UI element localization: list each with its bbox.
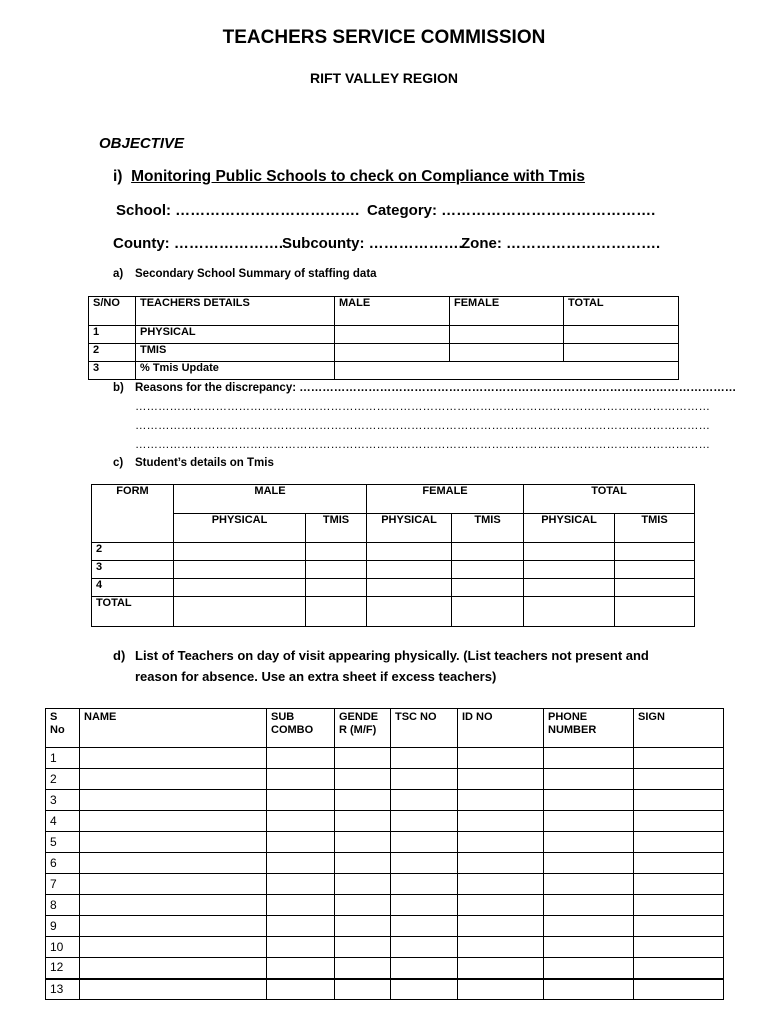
objective-item-text: Monitoring Public Schools to check on Compliance with Tmis	[131, 168, 585, 185]
section-d-title-line1: List of Teachers on day of visit appearing physically. (List teachers not present and	[135, 648, 649, 663]
header-form: FORM	[92, 485, 174, 543]
name-cell[interactable]	[80, 937, 267, 958]
tsc-no-cell[interactable]	[391, 790, 458, 811]
sign-cell[interactable]	[634, 769, 724, 790]
count-cell[interactable]	[174, 597, 306, 627]
header-line: GENDE	[339, 711, 379, 723]
sub-combo-cell[interactable]	[267, 748, 335, 769]
row-number: 8	[46, 895, 80, 916]
row-number: 10	[46, 937, 80, 958]
id-no-cell[interactable]	[458, 979, 544, 1000]
row-number: 3	[46, 790, 80, 811]
header-line: No	[50, 724, 65, 736]
id-no-cell[interactable]	[458, 748, 544, 769]
sub-combo-cell[interactable]	[267, 937, 335, 958]
sub-combo-cell[interactable]	[267, 916, 335, 937]
male-cell[interactable]	[335, 344, 450, 362]
table-row	[46, 790, 724, 811]
id-no-cell[interactable]	[458, 958, 544, 979]
sign-cell[interactable]	[634, 811, 724, 832]
header-line: TSC NO	[395, 711, 437, 723]
phone-number-cell[interactable]	[544, 769, 634, 790]
name-cell[interactable]	[80, 874, 267, 895]
phone-number-cell[interactable]	[544, 748, 634, 769]
form-cell: TOTAL	[92, 597, 174, 627]
discrepancy-line[interactable]: ……………………………………………………………………………………………………………………………………	[135, 401, 710, 413]
sub-combo-cell[interactable]	[267, 811, 335, 832]
name-cell[interactable]	[80, 748, 267, 769]
students-details-table	[91, 484, 695, 627]
gender-cell[interactable]	[335, 916, 391, 937]
name-cell[interactable]	[80, 853, 267, 874]
id-no-cell[interactable]	[458, 769, 544, 790]
sign-cell[interactable]	[634, 916, 724, 937]
header-tsc-no	[391, 709, 458, 748]
row-number: 3	[89, 362, 136, 380]
sub-combo-cell[interactable]	[267, 790, 335, 811]
gender-cell[interactable]	[335, 895, 391, 916]
table-row	[46, 874, 724, 895]
name-cell[interactable]	[80, 916, 267, 937]
header-female: FEMALE	[367, 485, 524, 514]
sub-combo-cell[interactable]	[267, 769, 335, 790]
count-cell[interactable]	[452, 579, 524, 597]
count-cell[interactable]	[524, 561, 615, 579]
header-gender	[335, 709, 391, 748]
phone-number-cell[interactable]	[544, 979, 634, 1000]
header-female: FEMALE	[450, 297, 564, 326]
category-field[interactable]: Category: …………………………………….	[367, 202, 656, 219]
count-cell[interactable]	[615, 561, 695, 579]
count-cell[interactable]	[452, 561, 524, 579]
subheader-physical: PHYSICAL	[174, 514, 306, 543]
section-b-label: b)	[113, 382, 124, 394]
form-cell: 4	[92, 579, 174, 597]
row-number: 12	[46, 958, 80, 979]
phone-number-cell[interactable]	[544, 958, 634, 979]
objective-heading: OBJECTIVE	[99, 135, 185, 152]
row-number: 4	[46, 811, 80, 832]
tsc-no-cell[interactable]	[391, 832, 458, 853]
sub-combo-cell[interactable]	[267, 874, 335, 895]
county-field[interactable]: County: ………………….	[113, 235, 283, 252]
row-number: 1	[89, 326, 136, 344]
sub-combo-cell[interactable]	[267, 958, 335, 979]
total-cell[interactable]	[564, 326, 679, 344]
gender-cell[interactable]	[335, 874, 391, 895]
table-row	[92, 597, 695, 627]
sign-cell[interactable]	[634, 832, 724, 853]
gender-cell[interactable]	[335, 979, 391, 1000]
count-cell[interactable]	[524, 543, 615, 561]
header-line: NAME	[84, 711, 117, 723]
count-cell[interactable]	[306, 597, 367, 627]
tsc-no-cell[interactable]	[391, 916, 458, 937]
header-line: S	[50, 711, 58, 723]
id-no-cell[interactable]	[458, 790, 544, 811]
sign-cell[interactable]	[634, 790, 724, 811]
table-row	[46, 979, 724, 1000]
name-cell[interactable]	[80, 769, 267, 790]
gender-cell[interactable]	[335, 937, 391, 958]
header-sno: S/NO	[89, 297, 136, 326]
header-sign	[634, 709, 724, 748]
table-row	[92, 561, 695, 579]
section-a-label: a)	[113, 268, 124, 280]
objective-item	[113, 168, 585, 186]
header-teachers-details: TEACHERS DETAILS	[136, 297, 335, 326]
percent-update-cell[interactable]	[335, 362, 679, 380]
tsc-no-cell[interactable]	[391, 979, 458, 1000]
table-row	[46, 748, 724, 769]
table-row	[46, 832, 724, 853]
sub-combo-cell[interactable]	[267, 979, 335, 1000]
phone-number-cell[interactable]	[544, 895, 634, 916]
tsc-no-cell[interactable]	[391, 895, 458, 916]
row-number: 2	[46, 769, 80, 790]
row-detail: % Tmis Update	[136, 362, 335, 380]
region-subtitle: RIFT VALLEY REGION	[309, 70, 459, 86]
row-number: 1	[46, 748, 80, 769]
gender-cell[interactable]	[335, 811, 391, 832]
table-row	[89, 362, 679, 380]
header-line: ID NO	[462, 711, 493, 723]
header-line: NUMBER	[548, 724, 597, 736]
tsc-no-cell[interactable]	[391, 958, 458, 979]
sign-cell[interactable]	[634, 874, 724, 895]
subheader-tmis: TMIS	[452, 514, 524, 543]
table-row	[46, 811, 724, 832]
header-line: SUB	[271, 711, 295, 723]
phone-number-cell[interactable]	[544, 874, 634, 895]
header-total: TOTAL	[524, 485, 695, 514]
header-name	[80, 709, 267, 748]
phone-number-cell[interactable]	[544, 916, 634, 937]
sign-cell[interactable]	[634, 895, 724, 916]
section-d-label: d)	[113, 648, 126, 663]
phone-number-cell[interactable]	[544, 937, 634, 958]
tsc-no-cell[interactable]	[391, 769, 458, 790]
name-cell[interactable]	[80, 790, 267, 811]
tsc-no-cell[interactable]	[391, 811, 458, 832]
name-cell[interactable]	[80, 832, 267, 853]
gender-cell[interactable]	[335, 853, 391, 874]
table-row	[46, 853, 724, 874]
id-no-cell[interactable]	[458, 853, 544, 874]
count-cell[interactable]	[524, 597, 615, 627]
count-cell[interactable]	[452, 597, 524, 627]
name-cell[interactable]	[80, 958, 267, 979]
header-total: TOTAL	[564, 297, 679, 326]
table-row	[89, 344, 679, 362]
sign-cell[interactable]	[634, 937, 724, 958]
count-cell[interactable]	[367, 579, 452, 597]
header-sno	[46, 709, 80, 748]
table-row	[46, 769, 724, 790]
section-a-title: Secondary School Summary of staffing data	[135, 268, 377, 280]
phone-number-cell[interactable]	[544, 790, 634, 811]
gender-cell[interactable]	[335, 769, 391, 790]
section-b-title[interactable]: Reasons for the discrepancy: ……………………………………………………………………………………………………	[135, 382, 737, 394]
count-cell[interactable]	[615, 543, 695, 561]
subcounty-field[interactable]: Subcounty: ……………….	[282, 235, 463, 252]
id-no-cell[interactable]	[458, 937, 544, 958]
tsc-no-cell[interactable]	[391, 874, 458, 895]
tsc-no-cell[interactable]	[391, 853, 458, 874]
phone-number-cell[interactable]	[544, 811, 634, 832]
id-no-cell[interactable]	[458, 916, 544, 937]
discrepancy-line[interactable]: ……………………………………………………………………………………………………………………………………	[135, 420, 710, 432]
phone-number-cell[interactable]	[544, 853, 634, 874]
row-number: 9	[46, 916, 80, 937]
row-number: 6	[46, 853, 80, 874]
count-cell[interactable]	[452, 543, 524, 561]
row-number: 2	[89, 344, 136, 362]
table-row	[46, 916, 724, 937]
school-field[interactable]: School: ……………………………….	[116, 202, 360, 219]
count-cell[interactable]	[615, 597, 695, 627]
row-number: 7	[46, 874, 80, 895]
sign-cell[interactable]	[634, 958, 724, 979]
table-row	[46, 895, 724, 916]
row-detail: PHYSICAL	[136, 326, 335, 344]
header-id-no	[458, 709, 544, 748]
subheader-tmis: TMIS	[306, 514, 367, 543]
count-cell[interactable]	[174, 579, 306, 597]
table-row	[46, 937, 724, 958]
count-cell[interactable]	[306, 561, 367, 579]
name-cell[interactable]	[80, 979, 267, 1000]
total-cell[interactable]	[564, 344, 679, 362]
header-line: PHONE	[548, 711, 588, 723]
id-no-cell[interactable]	[458, 874, 544, 895]
header-male: MALE	[335, 297, 450, 326]
document-title: TEACHERS SERVICE COMMISSION	[222, 27, 546, 48]
male-cell[interactable]	[335, 326, 450, 344]
teachers-list-table	[45, 708, 724, 1000]
name-cell[interactable]	[80, 895, 267, 916]
header-male: MALE	[174, 485, 367, 514]
id-no-cell[interactable]	[458, 811, 544, 832]
gender-cell[interactable]	[335, 748, 391, 769]
sub-combo-cell[interactable]	[267, 895, 335, 916]
gender-cell[interactable]	[335, 832, 391, 853]
name-cell[interactable]	[80, 811, 267, 832]
count-cell[interactable]	[174, 561, 306, 579]
count-cell[interactable]	[174, 543, 306, 561]
subheader-physical: PHYSICAL	[367, 514, 452, 543]
count-cell[interactable]	[524, 579, 615, 597]
sub-combo-cell[interactable]	[267, 853, 335, 874]
tsc-no-cell[interactable]	[391, 937, 458, 958]
gender-cell[interactable]	[335, 790, 391, 811]
sub-combo-cell[interactable]	[267, 832, 335, 853]
female-cell[interactable]	[450, 326, 564, 344]
header-sub-combo	[267, 709, 335, 748]
header-line: R (M/F)	[339, 724, 377, 736]
section-c-label: c)	[113, 457, 124, 469]
header-line: COMBO	[271, 724, 314, 736]
subheader-physical: PHYSICAL	[524, 514, 615, 543]
gender-cell[interactable]	[335, 958, 391, 979]
tsc-no-cell[interactable]	[391, 748, 458, 769]
form-cell: 3	[92, 561, 174, 579]
id-no-cell[interactable]	[458, 832, 544, 853]
objective-item-number: i)	[113, 168, 123, 185]
table-row	[46, 958, 724, 979]
zone-field[interactable]: Zone: ………………………….	[461, 235, 661, 252]
table-row	[92, 543, 695, 561]
row-number: 13	[46, 979, 80, 1000]
sign-cell[interactable]	[634, 853, 724, 874]
form-cell: 2	[92, 543, 174, 561]
sign-cell[interactable]	[634, 748, 724, 769]
section-d-title-line2: reason for absence. Use an extra sheet if excess teachers)	[135, 669, 497, 684]
header-phone-number	[544, 709, 634, 748]
header-line: SIGN	[638, 711, 665, 723]
count-cell[interactable]	[367, 561, 452, 579]
discrepancy-line[interactable]: ……………………………………………………………………………………………………………………………………	[135, 439, 710, 451]
row-number: 5	[46, 832, 80, 853]
row-detail: TMIS	[136, 344, 335, 362]
section-c-title: Student’s details on Tmis	[135, 457, 274, 469]
id-no-cell[interactable]	[458, 895, 544, 916]
subheader-tmis: TMIS	[615, 514, 695, 543]
table-row	[89, 326, 679, 344]
count-cell[interactable]	[367, 543, 452, 561]
phone-number-cell[interactable]	[544, 832, 634, 853]
female-cell[interactable]	[450, 344, 564, 362]
count-cell[interactable]	[306, 543, 367, 561]
sign-cell[interactable]	[634, 979, 724, 1000]
staffing-summary-table	[88, 296, 679, 380]
count-cell[interactable]	[367, 597, 452, 627]
table-row	[92, 579, 695, 597]
count-cell[interactable]	[306, 579, 367, 597]
count-cell[interactable]	[615, 579, 695, 597]
